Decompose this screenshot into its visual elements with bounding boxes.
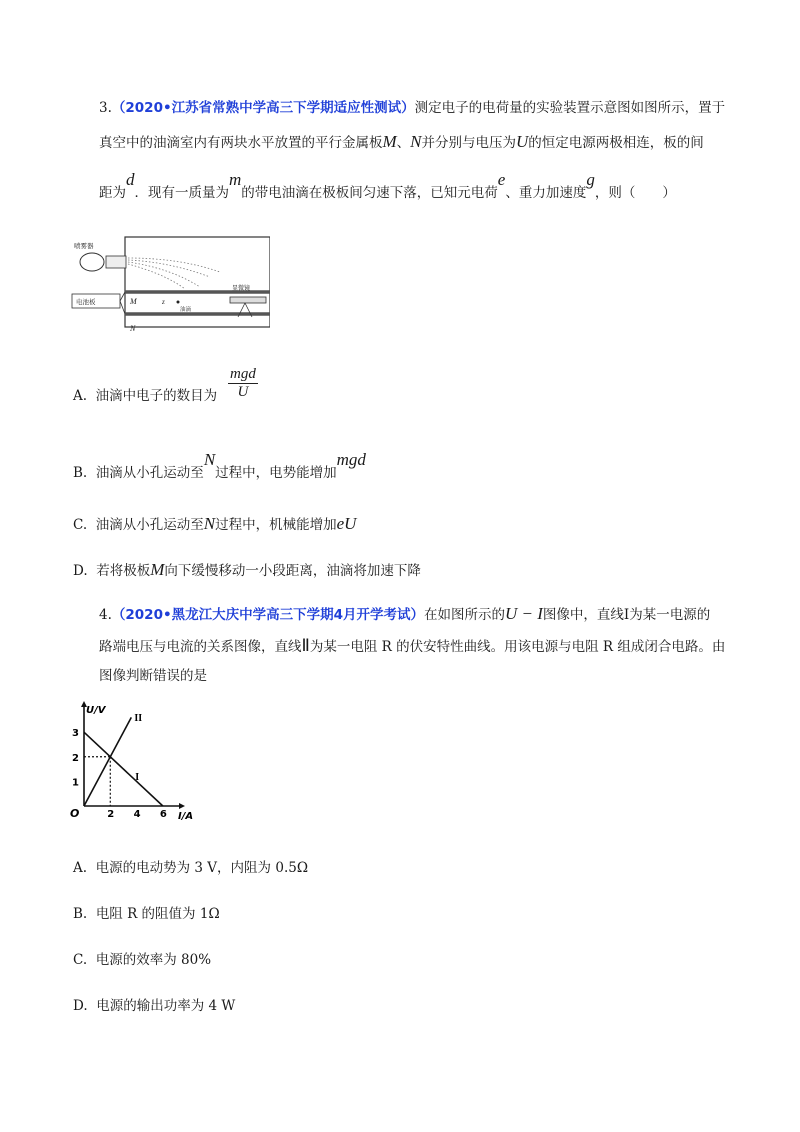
y-tick-label: 3 xyxy=(72,728,79,740)
option-label: A. xyxy=(73,860,88,876)
spray-mist xyxy=(128,258,220,289)
q3-text-2b: 并分别与电压为 xyxy=(421,135,517,151)
fraction-numerator: mgd xyxy=(230,366,256,382)
option-text-b: 过程中，机械能增加 xyxy=(215,517,337,533)
x-tick-label: 2 xyxy=(107,809,115,820)
q3-option-b[interactable] xyxy=(73,450,366,483)
option-label: A. xyxy=(73,388,88,404)
option-text-b: 向下缓慢移动一小段距离，油滴将加速下降 xyxy=(164,563,421,579)
option-text-a: 油滴从小孔运动至 xyxy=(95,517,204,533)
expr-eU: eU xyxy=(336,514,357,533)
series-label-I: I xyxy=(135,772,140,784)
expr-U-I: U − I xyxy=(505,604,543,623)
q3-option-c[interactable] xyxy=(73,514,356,535)
q4-text-1b: 图像中，直线Ⅰ为某一电源的 xyxy=(542,607,711,623)
roman-II: Ⅱ xyxy=(301,636,310,655)
q4-option-a[interactable] xyxy=(73,858,308,878)
q3-text-3e: ，则（ ） xyxy=(594,185,676,201)
var-N: N xyxy=(410,132,422,151)
option-label: D. xyxy=(73,998,88,1014)
series-line-I xyxy=(84,732,163,806)
q3-line-2 xyxy=(99,132,704,153)
q4-text-1a: 在如图所示的 xyxy=(424,607,505,623)
var-g: g xyxy=(586,170,595,189)
q3-option-a-fraction xyxy=(228,366,258,401)
option-text-b: 过程中，电势能增加 xyxy=(215,465,337,481)
option-text-a: 油滴从小孔运动至 xyxy=(95,465,204,481)
q4-number: 4. xyxy=(99,607,112,623)
option-label: B. xyxy=(73,906,88,922)
sprayer-bulb xyxy=(80,253,104,271)
oil-drop xyxy=(177,301,180,304)
ui-chart xyxy=(66,700,196,825)
microscope xyxy=(230,297,266,303)
x-tick-label: 4 xyxy=(133,809,141,820)
label-drop: 油滴 xyxy=(180,307,192,313)
q3-line-3 xyxy=(99,170,676,203)
q3-text-3c: 的带电油滴在极板间匀速下落，已知元电荷 xyxy=(241,185,498,201)
var-e: e xyxy=(497,170,506,189)
q4-line-2 xyxy=(99,636,725,657)
q4-option-d[interactable] xyxy=(73,996,235,1016)
option-text: 油滴中电子的数目为 xyxy=(95,388,218,404)
var-N: N xyxy=(203,514,216,533)
q3-source: （2020•江苏省常熟中学高三下学期适应性测试） xyxy=(111,100,415,116)
q3-text-1: 测定电子的电荷量的实验装置示意图如图所示，置于 xyxy=(414,100,726,116)
q3-line-1 xyxy=(99,98,725,118)
q3-option-d[interactable] xyxy=(73,560,421,581)
millikan-apparatus-figure xyxy=(70,232,270,332)
label-z: z xyxy=(162,298,165,306)
series-label-II: II xyxy=(134,713,143,725)
series-line-II xyxy=(84,717,131,806)
q4-text-3: 图像判断错误的是 xyxy=(99,668,207,684)
var-m: m xyxy=(229,170,242,189)
label-M: M xyxy=(130,297,137,306)
q3-text-3d: 、重力加速度 xyxy=(505,185,587,201)
option-label: C. xyxy=(73,952,88,968)
var-U: U xyxy=(516,132,529,151)
option-text: 电源的效率为 80% xyxy=(95,952,212,968)
sprayer-nozzle xyxy=(106,256,126,268)
q4-text-2a: 路端电压与电流的关系图像，直线 xyxy=(99,639,302,655)
label-sprayer: 喷雾器 xyxy=(74,242,94,250)
option-text: 电源的输出功率为 4 W xyxy=(96,998,236,1014)
option-text-a: 若将极板 xyxy=(96,563,151,579)
x-axis-arrow xyxy=(179,803,185,809)
origin-label: O xyxy=(70,807,80,820)
var-M: M xyxy=(382,132,397,151)
option-label: D. xyxy=(73,563,88,579)
label-power: 电池板 xyxy=(76,298,96,306)
option-label: B. xyxy=(73,465,88,481)
q3-text-2a: 真空中的油滴室内有两块水平放置的平行金属板 xyxy=(99,135,383,151)
q4-text-2b: 为某一电阻 R 的伏安特性曲线。用该电源与电阻 R 组成闭合电路。由 xyxy=(309,639,726,655)
q3-text-3b: ．现有一质量为 xyxy=(134,185,229,201)
q3-option-a[interactable] xyxy=(73,386,217,406)
var-M: M xyxy=(150,560,165,579)
y-axis-label: U/V xyxy=(86,705,106,716)
var-d: d xyxy=(126,170,135,189)
q4-source: （2020•黑龙江大庆中学高三下学期4月开学考试） xyxy=(111,607,424,623)
option-text: 电源的电动势为 3 V，内阻为 0.5Ω xyxy=(95,860,309,876)
option-label: C. xyxy=(73,517,88,533)
x-axis-label: I/A xyxy=(178,811,194,822)
fraction-denominator: U xyxy=(237,384,249,400)
expr-mgd: mgd xyxy=(336,450,366,469)
q4-option-c[interactable] xyxy=(73,950,211,970)
q3-number: 3. xyxy=(99,100,112,116)
y-tick-label: 2 xyxy=(72,752,79,764)
q4-option-b[interactable] xyxy=(73,904,220,924)
q3-text-2c: 的恒定电源两极相连，板的间 xyxy=(528,135,704,151)
separator: 、 xyxy=(396,135,411,151)
x-tick-label: 6 xyxy=(159,809,167,820)
label-microscope: 显微镜 xyxy=(232,285,251,292)
var-N: N xyxy=(203,450,216,469)
q3-text-3a: 距为 xyxy=(99,185,126,201)
y-tick-label: 1 xyxy=(72,777,79,789)
option-text: 电阻 R 的阻值为 1Ω xyxy=(95,906,220,922)
q4-line-1 xyxy=(99,604,710,625)
q4-line-3 xyxy=(99,666,207,686)
label-N: N xyxy=(130,324,136,332)
